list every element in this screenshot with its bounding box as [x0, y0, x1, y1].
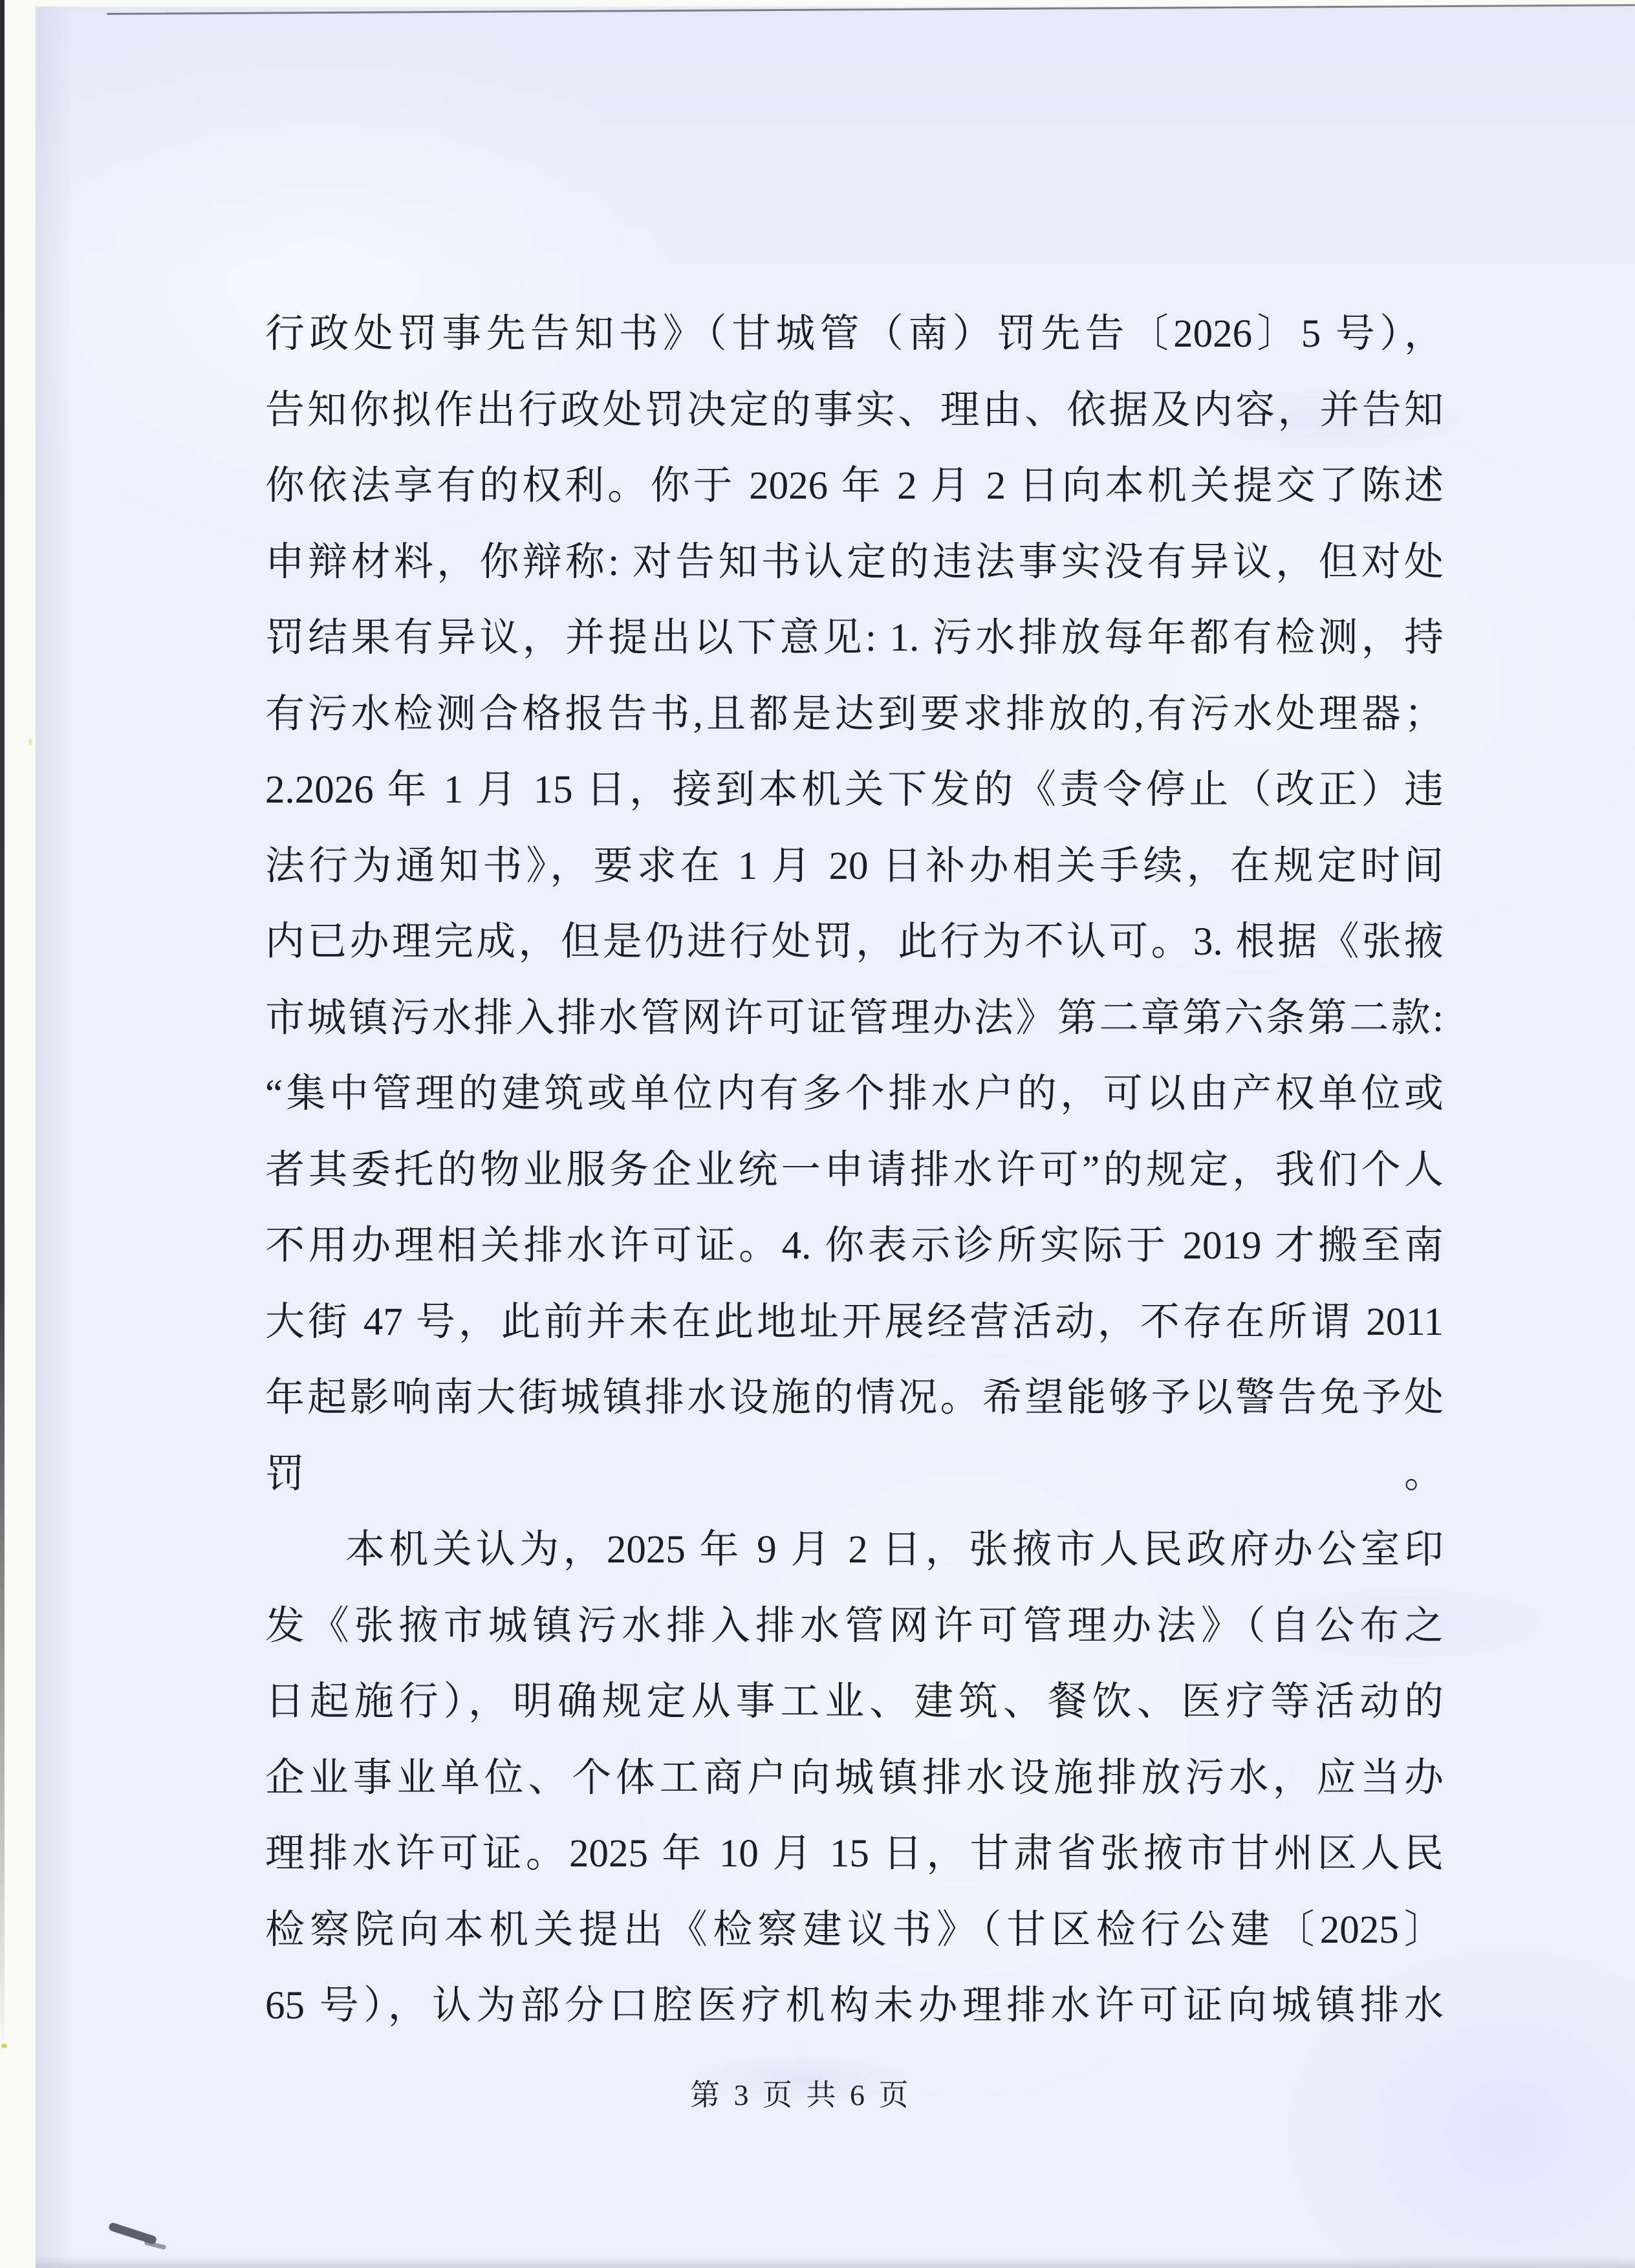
text-line-19: 企业事业单位、个体工商户向城镇排水设施排放污水，应当办: [265, 1756, 1444, 1800]
text-line-22: 65 号），认为部分口腔医疗机构未办理排水许可证向城镇排水: [265, 1984, 1444, 2027]
dust-speck: [28, 739, 32, 745]
scanner-left-edge-shadow: [0, 0, 5, 2057]
text-line-17: 发《张掖市城镇污水排入排水管网许可管理办法》（自公布之: [265, 1604, 1444, 1648]
scanned-page: [36, 6, 1635, 2268]
text-line-6: 有污水检测合格报告书,且都是达到要求排放的,有污水处理器；: [265, 692, 1444, 736]
text-line-20: 理排水许可证。2025 年 10 月 15 日，甘肃省张掖市甘州区人民: [265, 1832, 1444, 1875]
text-line-15: 年起影响南大街城镇排水设施的情况。希望能够予以警告免予处罚。: [265, 1376, 1444, 1496]
text-line-13: 不用办理相关排水许可证。4. 你表示诊所实际于 2019 才搬至南: [265, 1224, 1444, 1268]
page-number: 第 3 页 共 6 页: [690, 2079, 912, 2111]
dust-speck: [1, 2044, 7, 2048]
text-line-10: 市城镇污水排入排水管网许可证管理办法》第二章第六条第二款:: [265, 996, 1444, 1040]
text-line-4: 申辩材料，你辩称: 对告知书认定的违法事实没有异议，但对处: [265, 540, 1444, 584]
text-line-11: “集中管理的建筑或单位内有多个排水户的，可以由产权单位或: [265, 1072, 1444, 1116]
text-line-9: 内已办理完成，但是仍进行处罚，此行为不认可。3. 根据《张掖: [265, 920, 1444, 964]
text-line-16-paragraph-start: 本机关认为，2025 年 9 月 2 日，张掖市人民政府办公室印: [345, 1528, 1444, 1571]
text-line-8: 法行为通知书》，要求在 1 月 20 日补办相关手续，在规定时间: [265, 844, 1444, 888]
page-top-edge-line: [107, 4, 1635, 15]
text-line-18: 日起施行），明确规定从事工业、建筑、餐饮、医疗等活动的: [265, 1680, 1444, 1723]
text-line-3: 你依法享有的权利。你于 2026 年 2 月 2 日向本机关提交了陈述: [265, 464, 1444, 508]
text-line-21: 检察院向本机关提出《检察建议书》（甘区检行公建〔2025〕: [265, 1908, 1444, 1952]
scan-bottom-edge: [36, 2256, 1635, 2268]
text-line-5: 罚结果有异议，并提出以下意见: 1. 污水排放每年都有检测，持: [265, 616, 1444, 660]
document-body: [265, 296, 1444, 2044]
text-line-12: 者其委托的物业服务企业统一申请排水许可”的规定，我们个人: [265, 1148, 1444, 1192]
text-line-1: 行政处罚事先告知书》（甘城管（南）罚先告〔2026〕5 号），: [265, 312, 1444, 356]
text-line-2: 告知你拟作出行政处罚决定的事实、理由、依据及内容，并告知: [265, 388, 1444, 432]
text-line-7: 2.2026 年 1 月 15 日，接到本机关下发的《责令停止（改正）违: [265, 768, 1444, 812]
text-line-14: 大街 47 号，此前并未在此地址开展经营活动，不存在所谓 2011: [265, 1300, 1444, 1344]
